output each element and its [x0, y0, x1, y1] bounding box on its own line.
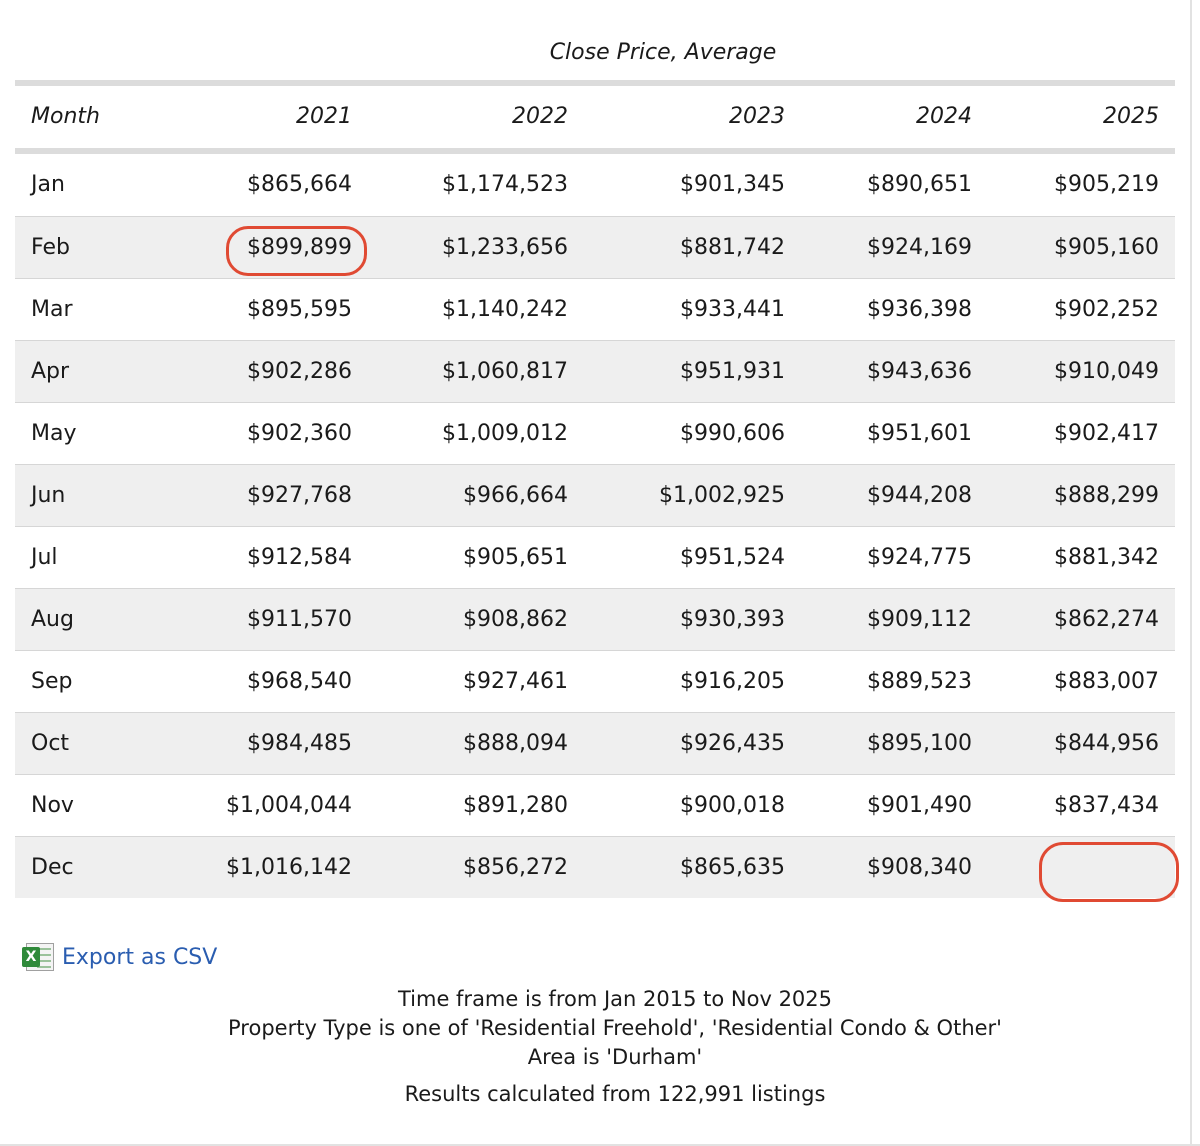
price-cell-2025: $902,417: [1054, 421, 1159, 446]
export-csv-link[interactable]: Export as CSV: [62, 944, 218, 970]
month-cell: Feb: [31, 235, 70, 260]
price-cell-2021: $895,595: [247, 297, 352, 322]
table-row: [15, 464, 1175, 526]
price-cell-2023: $881,742: [680, 235, 785, 260]
price-cell-2025: $883,007: [1054, 669, 1159, 694]
price-cell-2023: $916,205: [680, 669, 785, 694]
price-cell-2021: $911,570: [247, 607, 352, 632]
price-cell-2024: $924,169: [867, 235, 972, 260]
table-row: [15, 588, 1175, 650]
footer-area: Area is 'Durham': [527, 1045, 703, 1069]
month-cell: Jun: [31, 483, 66, 508]
price-cell-2022: $891,280: [463, 793, 568, 818]
price-cell-2024: $944,208: [867, 483, 972, 508]
price-cell-2023: $951,524: [680, 545, 785, 570]
price-cell-2022: $1,140,242: [442, 297, 568, 322]
price-cell-2022: $888,094: [463, 731, 568, 756]
price-cell-2025: $862,274: [1054, 607, 1159, 632]
table-row: [15, 650, 1175, 712]
price-table: [15, 80, 1175, 898]
price-cell-2022: $856,272: [463, 855, 568, 880]
price-cell-2024: $909,112: [867, 607, 972, 632]
table-header-row: [15, 86, 1175, 148]
price-cell-2024: $936,398: [867, 297, 972, 322]
table-body: [15, 154, 1175, 898]
price-cell-2024: $895,100: [867, 731, 972, 756]
price-cell-2023: $990,606: [680, 421, 785, 446]
price-cell-2024: $889,523: [867, 669, 972, 694]
price-cell-2024: $901,490: [867, 793, 972, 818]
highlight-circle-nov-2025: [1039, 842, 1179, 902]
footer-timeframe: Time frame is from Jan 2015 to Nov 2025: [397, 987, 833, 1011]
price-cell-2022: $905,651: [463, 545, 568, 570]
price-cell-2023: $865,635: [680, 855, 785, 880]
month-cell: Apr: [31, 359, 70, 384]
price-cell-2021: $899,899: [247, 235, 352, 260]
price-cell-2025: $844,956: [1054, 731, 1159, 756]
price-cell-2021: $1,016,142: [226, 855, 352, 880]
price-cell-2025: $902,252: [1054, 297, 1159, 322]
price-cell-2024: $908,340: [867, 855, 972, 880]
price-cell-2022: $1,009,012: [442, 421, 568, 446]
table-row: [15, 340, 1175, 402]
price-cell-2021: $968,540: [247, 669, 352, 694]
month-cell: Aug: [31, 607, 74, 632]
price-cell-2025: $910,049: [1054, 359, 1159, 384]
footer-results: Results calculated from 122,991 listings: [404, 1082, 826, 1106]
price-cell-2024: $924,775: [867, 545, 972, 570]
price-cell-2021: $1,004,044: [226, 793, 352, 818]
table-row: [15, 526, 1175, 588]
table-title: Close Price, Average: [549, 40, 777, 65]
month-cell: Jan: [31, 172, 65, 197]
price-cell-2023: $900,018: [680, 793, 785, 818]
price-cell-2023: $951,931: [680, 359, 785, 384]
price-cell-2025: $905,160: [1054, 235, 1159, 260]
column-header-2022: 2022: [512, 104, 568, 129]
excel-csv-icon: X: [22, 941, 56, 973]
table-row: [15, 836, 1175, 898]
page-right-border: [1190, 0, 1192, 1146]
column-header-2025: 2025: [1103, 104, 1159, 129]
month-cell: Nov: [31, 793, 74, 818]
month-cell: Dec: [31, 855, 74, 880]
price-cell-2025: $888,299: [1054, 483, 1159, 508]
price-cell-2023: $933,441: [680, 297, 785, 322]
price-cell-2023: $930,393: [680, 607, 785, 632]
table-row: [15, 154, 1175, 216]
price-cell-2024: $943,636: [867, 359, 972, 384]
month-cell: Jul: [31, 545, 58, 570]
month-cell: May: [31, 421, 77, 446]
price-cell-2021: $984,485: [247, 731, 352, 756]
month-cell: Mar: [31, 297, 73, 322]
price-cell-2023: $1,002,925: [659, 483, 785, 508]
price-cell-2021: $865,664: [247, 172, 352, 197]
price-cell-2023: $926,435: [680, 731, 785, 756]
price-cell-2022: $1,233,656: [442, 235, 568, 260]
table-row: [15, 712, 1175, 774]
table-row: [15, 278, 1175, 340]
price-cell-2021: $902,360: [247, 421, 352, 446]
price-cell-2023: $901,345: [680, 172, 785, 197]
table-row: [15, 216, 1175, 278]
footer-property-type: Property Type is one of 'Residential Freehold', 'Residential Condo & Other': [228, 1016, 1002, 1040]
column-header-2021: 2021: [296, 104, 352, 129]
column-header-month: Month: [31, 104, 100, 129]
price-cell-2021: $902,286: [247, 359, 352, 384]
price-cell-2025: $905,219: [1054, 172, 1159, 197]
export-csv[interactable]: [22, 940, 217, 974]
price-cell-2022: $927,461: [463, 669, 568, 694]
price-cell-2022: $1,060,817: [442, 359, 568, 384]
column-header-2023: 2023: [729, 104, 785, 129]
price-cell-2025: $881,342: [1054, 545, 1159, 570]
price-cell-2024: $951,601: [867, 421, 972, 446]
price-cell-2021: $927,768: [247, 483, 352, 508]
table-row: [15, 774, 1175, 836]
price-cell-2022: $1,174,523: [442, 172, 568, 197]
column-header-2024: 2024: [916, 104, 972, 129]
price-cell-2025: $837,434: [1054, 793, 1159, 818]
table-row: [15, 402, 1175, 464]
price-cell-2021: $912,584: [247, 545, 352, 570]
month-cell: Sep: [31, 669, 73, 694]
highlight-circle-jan-2021: [226, 226, 367, 276]
month-cell: Oct: [31, 731, 70, 756]
price-cell-2024: $890,651: [867, 172, 972, 197]
price-cell-2022: $908,862: [463, 607, 568, 632]
price-cell-2022: $966,664: [463, 483, 568, 508]
